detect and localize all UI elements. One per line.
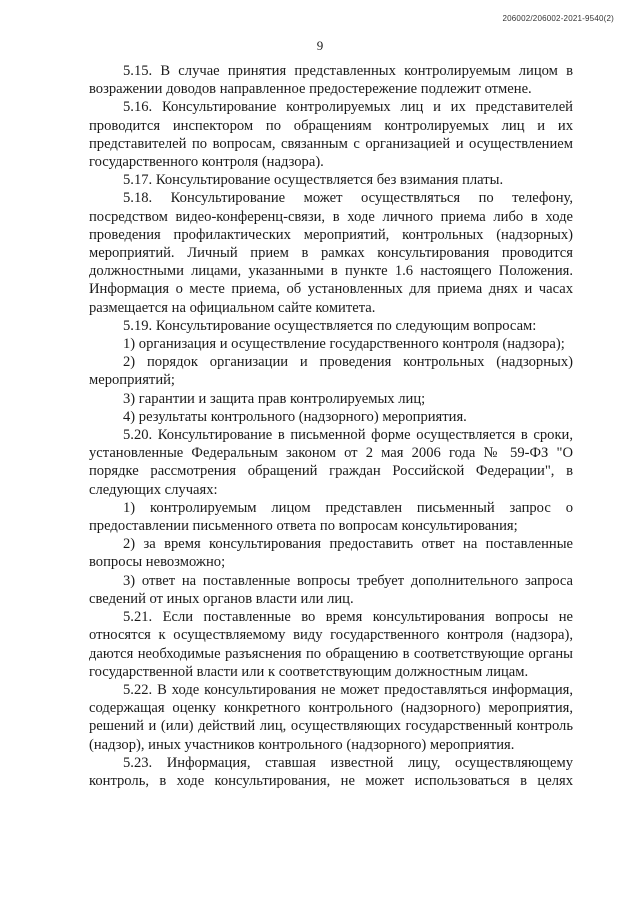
paragraph-5-15: 5.15. В случае принятия представленных контролируемым лицом в возражении доводов направленное предостережение подлежит отмене.: [89, 63, 573, 98]
paragraph-5-16: 5.16. Консультирование контролируемых лиц и их представителей проводится инспектором по обращениям контролируемых лиц и их представителей по вопросам, связанным с организацией и осуществлением государственного контроля (надзора).: [89, 99, 573, 171]
paragraph-5-20: 5.20. Консультирование в письменной форме осуществляется в сроки, установленные Федеральным законом от 2 мая 2006 года № 59-ФЗ "О порядке рассмотрения обращений граждан Российской Федерации", в следующих случаях:: [89, 427, 573, 498]
paragraph-5-23: 5.23. Информация, ставшая известной лицу, осуществляющему контроль, в ходе консультирования, не может использоваться в целях: [89, 754, 573, 789]
paragraph-5-19: 5.19. Консультирование осуществляется по следующим вопросам:: [123, 317, 537, 334]
list-item-5-20-1: 1) контролируемым лицом представлен письменный запрос о предоставлении письменного ответа по вопросам консультирования;: [89, 499, 573, 535]
list-item-5-20-2: 2) за время консультирования предоставить ответ на поставленные вопросы невозможно;: [89, 536, 573, 571]
paragraph-5-21: 5.21. Если поставленные во время консультирования вопросы не относятся к осуществляемому виду государственного контроля (надзора), даются необходимые разъяснения по обращению в соответствующие органы государственной власти или к соответствующим должностным лицам.: [89, 609, 573, 680]
list-item-5-19-1: 1) организация и осуществление государственного контроля (надзора);: [123, 336, 565, 353]
list-item-5-20-3: 3) ответ на поставленные вопросы требует дополнительного запроса сведений от иных органов власти или лиц.: [89, 572, 573, 607]
list-item-5-19-4: 4) результаты контрольного (надзорного) мероприятия.: [123, 408, 467, 425]
document-id: 206002/206002-2021-9540(2): [502, 14, 614, 23]
page-number: 9: [316, 38, 324, 53]
paragraph-5-17: 5.17. Консультирование осуществляется без взимания платы.: [123, 172, 504, 189]
list-item-5-19-3: 3) гарантии и защита прав контролируемых лиц;: [123, 390, 426, 407]
list-item-5-19-2: 2) порядок организации и проведения контрольных (надзорных) мероприятий;: [89, 354, 573, 389]
paragraph-5-18: 5.18. Консультирование может осуществляться по телефону, посредством видео-конференц-связи, в ходе личного приема либо в ходе проведения профилактических мероприятий, контрольных (надзорных) мероприятий. Личный прием в рамках консультирования проводится должностными лицами, указанными в пункте 1.6 настоящего Положения. Информация о месте приема, об установленных для приема днях и часах размещается на официальном сайте комитета.: [89, 190, 573, 316]
paragraph-5-22: 5.22. В ходе консультирования не может предоставляться информация, содержащая оценку конкретного контрольного (надзорного) мероприятия, решений и (или) действий лиц, осуществляющих государственный контроль (надзор), иных участников контрольного (надзорного) мероприятия.: [89, 681, 573, 753]
document-body: [89, 62, 573, 790]
